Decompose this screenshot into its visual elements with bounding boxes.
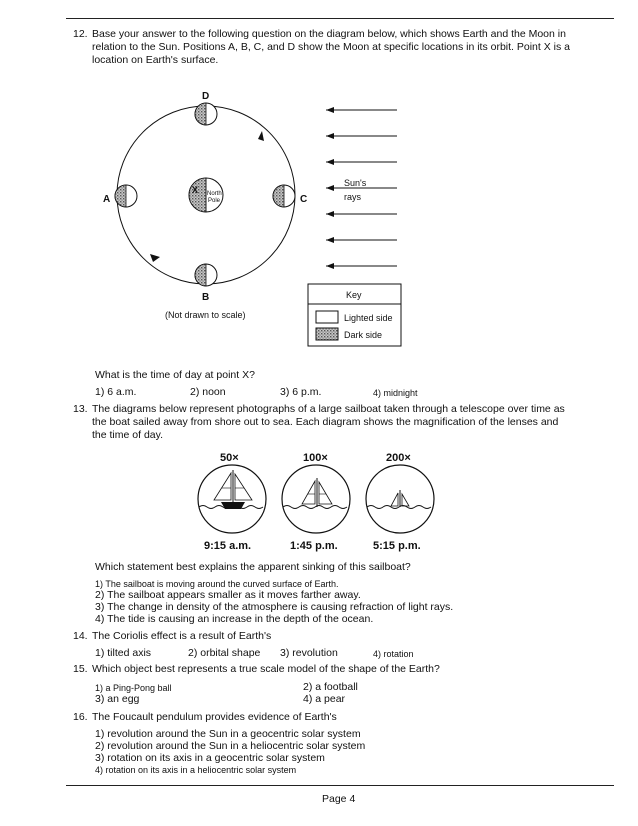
- sun-rays-label-2: rays: [344, 192, 362, 202]
- q15-number: 15.: [73, 663, 88, 675]
- position-b-label: B: [202, 292, 210, 303]
- telescope-view-200x: [366, 465, 434, 533]
- q14-question: The Coriolis effect is a result of Earth's: [92, 630, 272, 642]
- q16-question: The Foucault pendulum provides evidence of Earth's: [92, 711, 337, 723]
- q13-choice-3: 3) The change in density of the atmosphere is causing refraction of light rays.: [95, 601, 454, 613]
- scope-2-time: 1:45 p.m.: [290, 540, 338, 552]
- q12-choice-1: 1) 6 a.m.: [95, 386, 137, 398]
- scope-2-magnification: 100×: [303, 452, 328, 464]
- key-dark-label: Dark side: [344, 330, 383, 340]
- q16-choice-4: 4) rotation on its axis in a heliocentric solar system: [95, 765, 297, 775]
- bottom-rule: [66, 785, 614, 786]
- q12-choice-2: 2) noon: [190, 386, 226, 398]
- page-number: Page 4: [322, 793, 356, 805]
- north-pole-label-2: Pole: [208, 198, 221, 204]
- key-title: Key: [346, 290, 362, 300]
- q12-choice-4: 4) midnight: [373, 388, 418, 398]
- scope-3-time: 5:15 p.m.: [373, 540, 421, 552]
- q13-stem-line-2: the boat sailed away from shore out to sea. Each diagram shows the magnification of the lenses and: [92, 416, 559, 428]
- q12-question: What is the time of day at point X?: [95, 369, 255, 381]
- q14-choice-3: 3) revolution: [280, 647, 338, 659]
- q16-choice-2: 2) revolution around the Sun in a heliocentric solar system: [95, 740, 366, 752]
- telescope-view-100x: [282, 465, 350, 533]
- q12-number: 12.: [73, 28, 88, 40]
- q15-choice-2: 2) a football: [303, 681, 358, 693]
- q15-choice-1: 1) a Ping-Pong ball: [95, 683, 172, 693]
- scope-3-magnification: 200×: [386, 452, 411, 464]
- q12-stem-line-1: Base your answer to the following question on the diagram below, which shows Earth and the Moon in: [92, 28, 566, 40]
- point-x-label: X: [192, 185, 199, 195]
- position-d-label: D: [202, 91, 210, 102]
- position-a-label: A: [103, 194, 111, 205]
- q13-number: 13.: [73, 403, 88, 415]
- key-lighted-label: Lighted side: [344, 313, 393, 323]
- q12-stem-line-2: relation to the Sun. Positions A, B, C, and D show the Moon at specific locations in its orbit. Point X is a: [92, 41, 570, 53]
- telescope-view-50x: [198, 465, 266, 533]
- q14-choice-2: 2) orbital shape: [188, 647, 261, 659]
- q13-stem-line-3: the time of day.: [92, 429, 164, 441]
- q14-choice-4: 4) rotation: [373, 649, 414, 659]
- scope-1-time: 9:15 a.m.: [204, 540, 252, 552]
- q15-choice-4: 4) a pear: [303, 693, 346, 705]
- q13-choice-4: 4) The tide is causing an increase in the depth of the ocean.: [95, 613, 374, 625]
- q14-number: 14.: [73, 630, 88, 642]
- sun-rays-label-1: Sun's: [344, 178, 367, 188]
- q13-choice-2: 2) The sailboat appears smaller as it moves farther away.: [95, 589, 361, 601]
- q13-stem-line-1: The diagrams below represent photographs of a large sailboat taken through a telescope over time as: [92, 403, 565, 415]
- q15-question: Which object best represents a true scale model of the shape of the Earth?: [92, 663, 440, 675]
- q12-stem-line-3: location on Earth's surface.: [92, 54, 219, 66]
- not-to-scale-caption: (Not drawn to scale): [165, 310, 246, 320]
- q16-number: 16.: [73, 711, 88, 723]
- q13-question: Which statement best explains the apparent sinking of this sailboat?: [95, 561, 411, 573]
- north-pole-label-1: North: [207, 191, 222, 197]
- q16-choice-3: 3) rotation on its axis in a geocentric solar system: [95, 752, 325, 764]
- position-c-label: C: [300, 194, 308, 205]
- q15-choice-3: 3) an egg: [95, 693, 140, 705]
- q12-choice-3: 3) 6 p.m.: [280, 386, 322, 398]
- scope-1-magnification: 50×: [220, 452, 239, 464]
- q16-choice-1: 1) revolution around the Sun in a geocentric solar system: [95, 728, 361, 740]
- q13-choice-1: 1) The sailboat is moving around the curved surface of Earth.: [95, 579, 339, 589]
- q14-choice-1: 1) tilted axis: [95, 647, 152, 659]
